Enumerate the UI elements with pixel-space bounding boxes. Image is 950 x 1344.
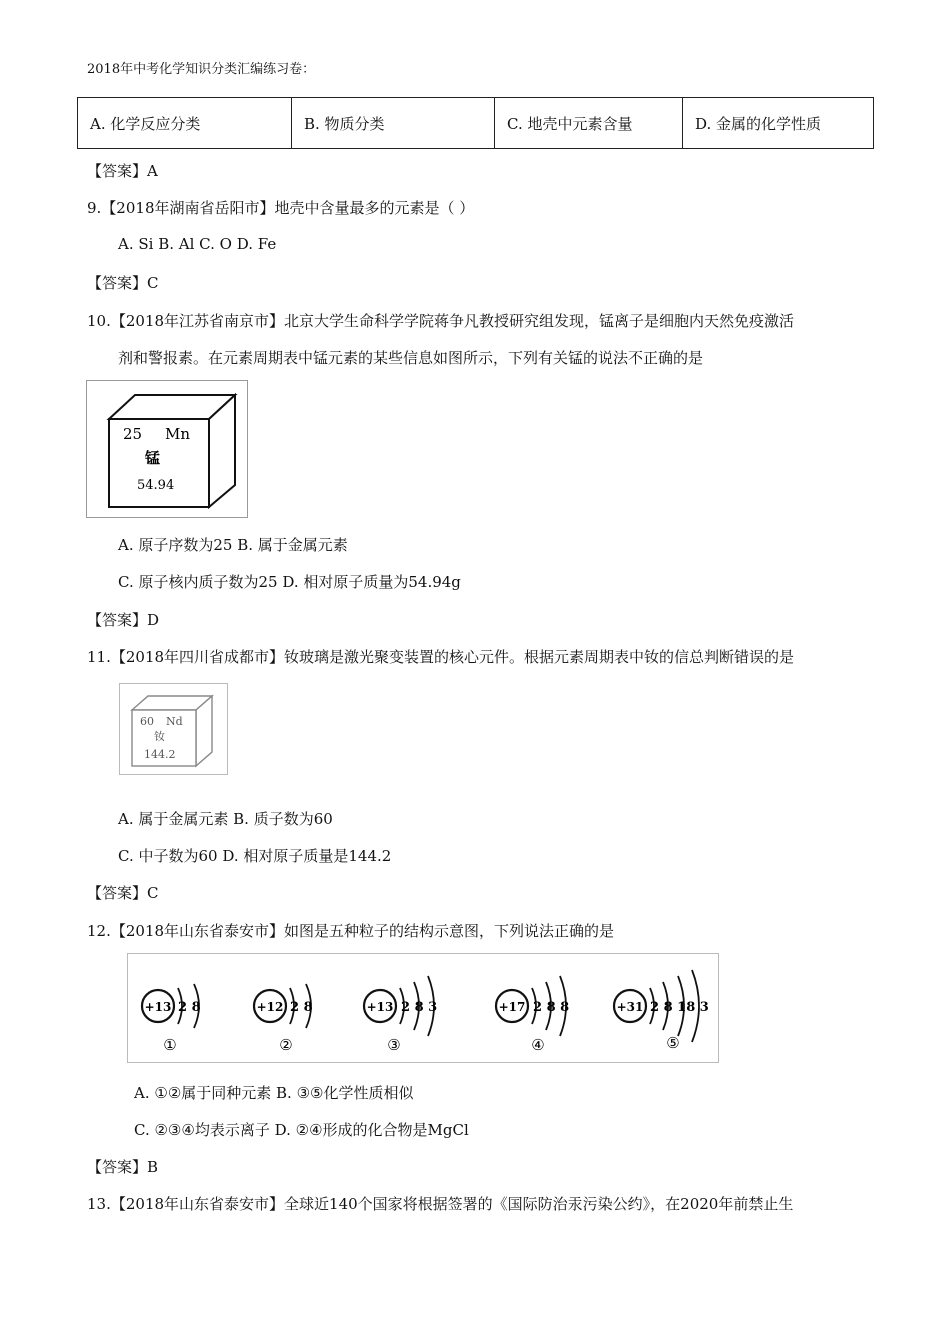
answer-q11: 【答案】C (87, 884, 159, 902)
particle-4-label: ④ (531, 1036, 545, 1054)
particle-2-diagram (254, 984, 313, 1054)
particle-1-shells: 2 8 (178, 1000, 201, 1015)
particle-5-shells: 2 8 18 3 (650, 1000, 709, 1015)
particle-3-diagram (364, 976, 437, 1054)
neodymium-element-figure (119, 683, 228, 775)
answer-q10: 【答案】D (87, 611, 160, 629)
mn-symbol: Mn (165, 425, 191, 443)
question-12-stem: 12.【2018年山东省泰安市】如图是五种粒子的结构示意图，下列说法正确的是 (87, 922, 615, 940)
particle-2-label: ② (279, 1036, 293, 1054)
question-10-stem-line1: 10.【2018年江苏省南京市】北京大学生命科学学院蒋争凡教授研究组发现，锰离子是细胞内天然免疫激活 (87, 312, 795, 330)
question-12-options-line2: C. ②③④均表示离子 D. ②④形成的化合物是MgCl (134, 1121, 469, 1139)
answer-q12: 【答案】B (87, 1158, 159, 1176)
nd-mass: 144.2 (144, 748, 176, 761)
particle-1-nucleus: +13 (144, 1000, 172, 1014)
question-10-options-line2: C. 原子核内质子数为25 D. 相对原子质量为54.94g (118, 573, 461, 591)
nd-atomic-number: 60 (140, 715, 154, 728)
particle-1-diagram (142, 984, 201, 1054)
particle-3-shells: 2 8 3 (401, 1000, 438, 1015)
manganese-element-figure (86, 380, 248, 518)
particle-1-label: ① (163, 1036, 177, 1054)
particle-5-label: ⑤ (666, 1034, 680, 1052)
question-11-options-line2: C. 中子数为60 D. 相对原子质量是144.2 (118, 847, 392, 865)
mn-name: 锰 (145, 449, 161, 467)
mn-mass: 54.94 (137, 478, 175, 493)
document-header: 2018年中考化学知识分类汇编练习卷： (87, 62, 316, 77)
particle-3-nucleus: +13 (366, 1000, 394, 1014)
question-13-stem: 13.【2018年山东省泰安市】全球近140个国家将根据签署的《国际防治汞污染公约》，在2020年前禁止生 (87, 1195, 794, 1213)
particle-structure-figure (127, 953, 719, 1063)
particle-5-diagram (614, 970, 709, 1052)
nd-symbol: Nd (166, 715, 183, 728)
particle-2-nucleus: +12 (256, 1000, 284, 1014)
particle-4-nucleus: +17 (498, 1000, 526, 1014)
mn-atomic-number: 25 (123, 425, 143, 443)
classification-options-table (77, 97, 874, 149)
question-12-options-line1: A. ①②属于同种元素 B. ③⑤化学性质相似 (134, 1084, 414, 1102)
answer-q9: 【答案】C (87, 274, 159, 292)
nd-name: 钕 (154, 730, 165, 743)
question-10-stem-line2: 剂和警报素。在元素周期表中锰元素的某些信息如图所示，下列有关锰的说法不正确的是 (118, 349, 704, 367)
table-cell-c: C. 地壳中元素含量 (495, 98, 683, 149)
table-cell-d: D. 金属的化学性质 (683, 98, 874, 149)
particle-4-diagram (496, 976, 569, 1054)
particle-2-shells: 2 8 (290, 1000, 313, 1015)
question-9-stem: 9.【2018年湖南省岳阳市】地壳中含量最多的元素是（ ） (87, 199, 475, 217)
particle-3-label: ③ (387, 1036, 401, 1054)
question-11-stem: 11.【2018年四川省成都市】钕玻璃是激光聚变装置的核心元件。根据元素周期表中钕的信总判断错误的是 (87, 648, 795, 666)
particle-4-shells: 2 8 8 (533, 1000, 570, 1015)
answer-q8: 【答案】A (87, 162, 158, 180)
table-cell-b: B. 物质分类 (292, 98, 495, 149)
table-cell-a: A. 化学反应分类 (78, 98, 292, 149)
question-9-options: A. Si B. Al C. O D. Fe (118, 235, 277, 253)
particle-5-nucleus: +31 (616, 1000, 644, 1014)
question-10-options-line1: A. 原子序数为25 B. 属于金属元素 (118, 536, 348, 554)
question-11-options-line1: A. 属于金属元素 B. 质子数为60 (118, 810, 333, 828)
